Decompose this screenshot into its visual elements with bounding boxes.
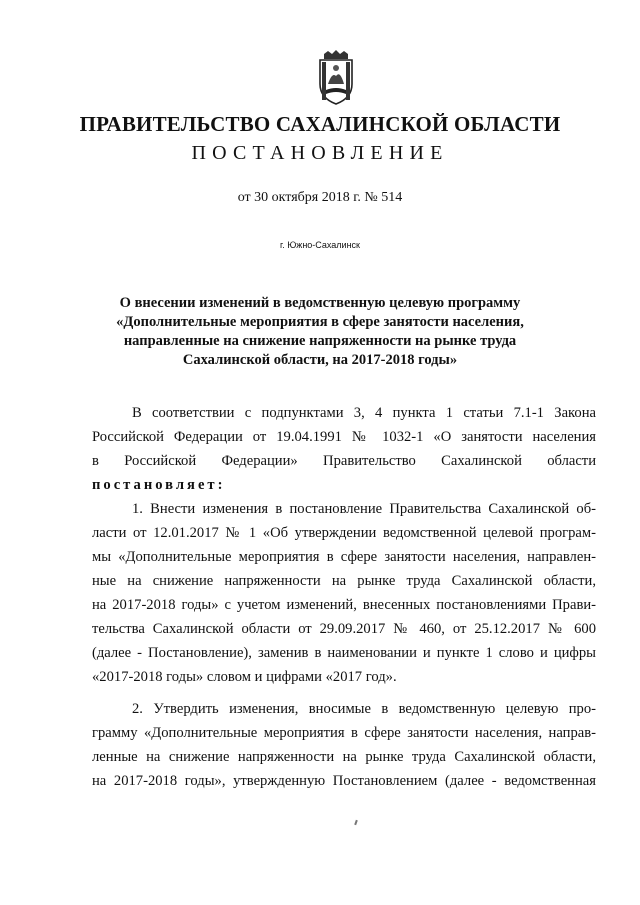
- paragraph-spacer: [92, 689, 596, 697]
- body-line: ные на снижение напряженности на рынке труда Сахалинской области,: [92, 573, 596, 589]
- body-line: «2017-2018 годы» словом и цифрами «2017 год».: [92, 669, 397, 685]
- organization-title: ПРАВИТЕЛЬСТВО САХАЛИНСКОЙ ОБЛАСТИ: [79, 112, 561, 136]
- body-line: тельства Сахалинской области от 29.09.2017 № 460, от 25.12.2017 № 600: [92, 621, 596, 637]
- body-line: на 2017-2018 годы» с учетом изменений, внесенных постановлениями Прави-: [92, 597, 596, 613]
- body-line: мы «Дополнительные мероприятия в сфере занятости населения, направлен-: [92, 549, 596, 565]
- document-city: г. Южно-Сахалинск: [280, 240, 360, 250]
- body-line: 2. Утвердить изменения, вносимые в ведомственную целевую про-: [132, 701, 596, 717]
- document-type: ПОСТАНОВЛЕНИЕ: [191, 142, 449, 164]
- document-subject: [100, 294, 540, 370]
- body-line: Российской Федерации от 19.04.1991 № 1032-1 «О занятости населения: [92, 429, 596, 445]
- subject-line: «Дополнительные мероприятия в сфере занятости населения,: [116, 314, 524, 330]
- body-line: на 2017-2018 годы», утвержденную Постановлением (далее - ведомственная: [92, 773, 596, 789]
- body-line: ласти от 12.01.2017 № 1 «Об утверждении ведомственной целевой програм-: [92, 525, 596, 541]
- body-line: 1. Внести изменения в постановление Правительства Сахалинской об-: [132, 501, 596, 517]
- body-line: в Российской Федерации» Правительство Сахалинской области: [92, 453, 596, 469]
- coat-of-arms-icon: [318, 50, 354, 106]
- body-line: В соответствии с подпунктами 3, 4 пункта 1 статьи 7.1-1 Закона: [132, 405, 596, 421]
- document-body: [92, 401, 596, 793]
- body-line: (далее - Постановление), заменив в наименовании и пункте 1 слово и цифры: [92, 645, 596, 661]
- intro-paragraph: [92, 401, 596, 497]
- scan-mark: [354, 820, 358, 825]
- item-2-paragraph: [92, 697, 596, 793]
- document-date-number: от 30 октября 2018 г. № 514: [237, 190, 403, 205]
- body-line: ленные на снижение напряженности на рынке труда Сахалинской области,: [92, 749, 596, 765]
- item-1-paragraph: [92, 497, 596, 689]
- decree-word: постановляет:: [92, 477, 226, 493]
- subject-line: Сахалинской области, на 2017-2018 годы»: [182, 352, 458, 368]
- body-line: грамму «Дополнительные мероприятия в сфере занятости населения, направ-: [92, 725, 596, 741]
- subject-line: направленные на снижение напряженности на рынке труда: [123, 333, 517, 349]
- subject-line: О внесении изменений в ведомственную целевую программу: [119, 295, 521, 311]
